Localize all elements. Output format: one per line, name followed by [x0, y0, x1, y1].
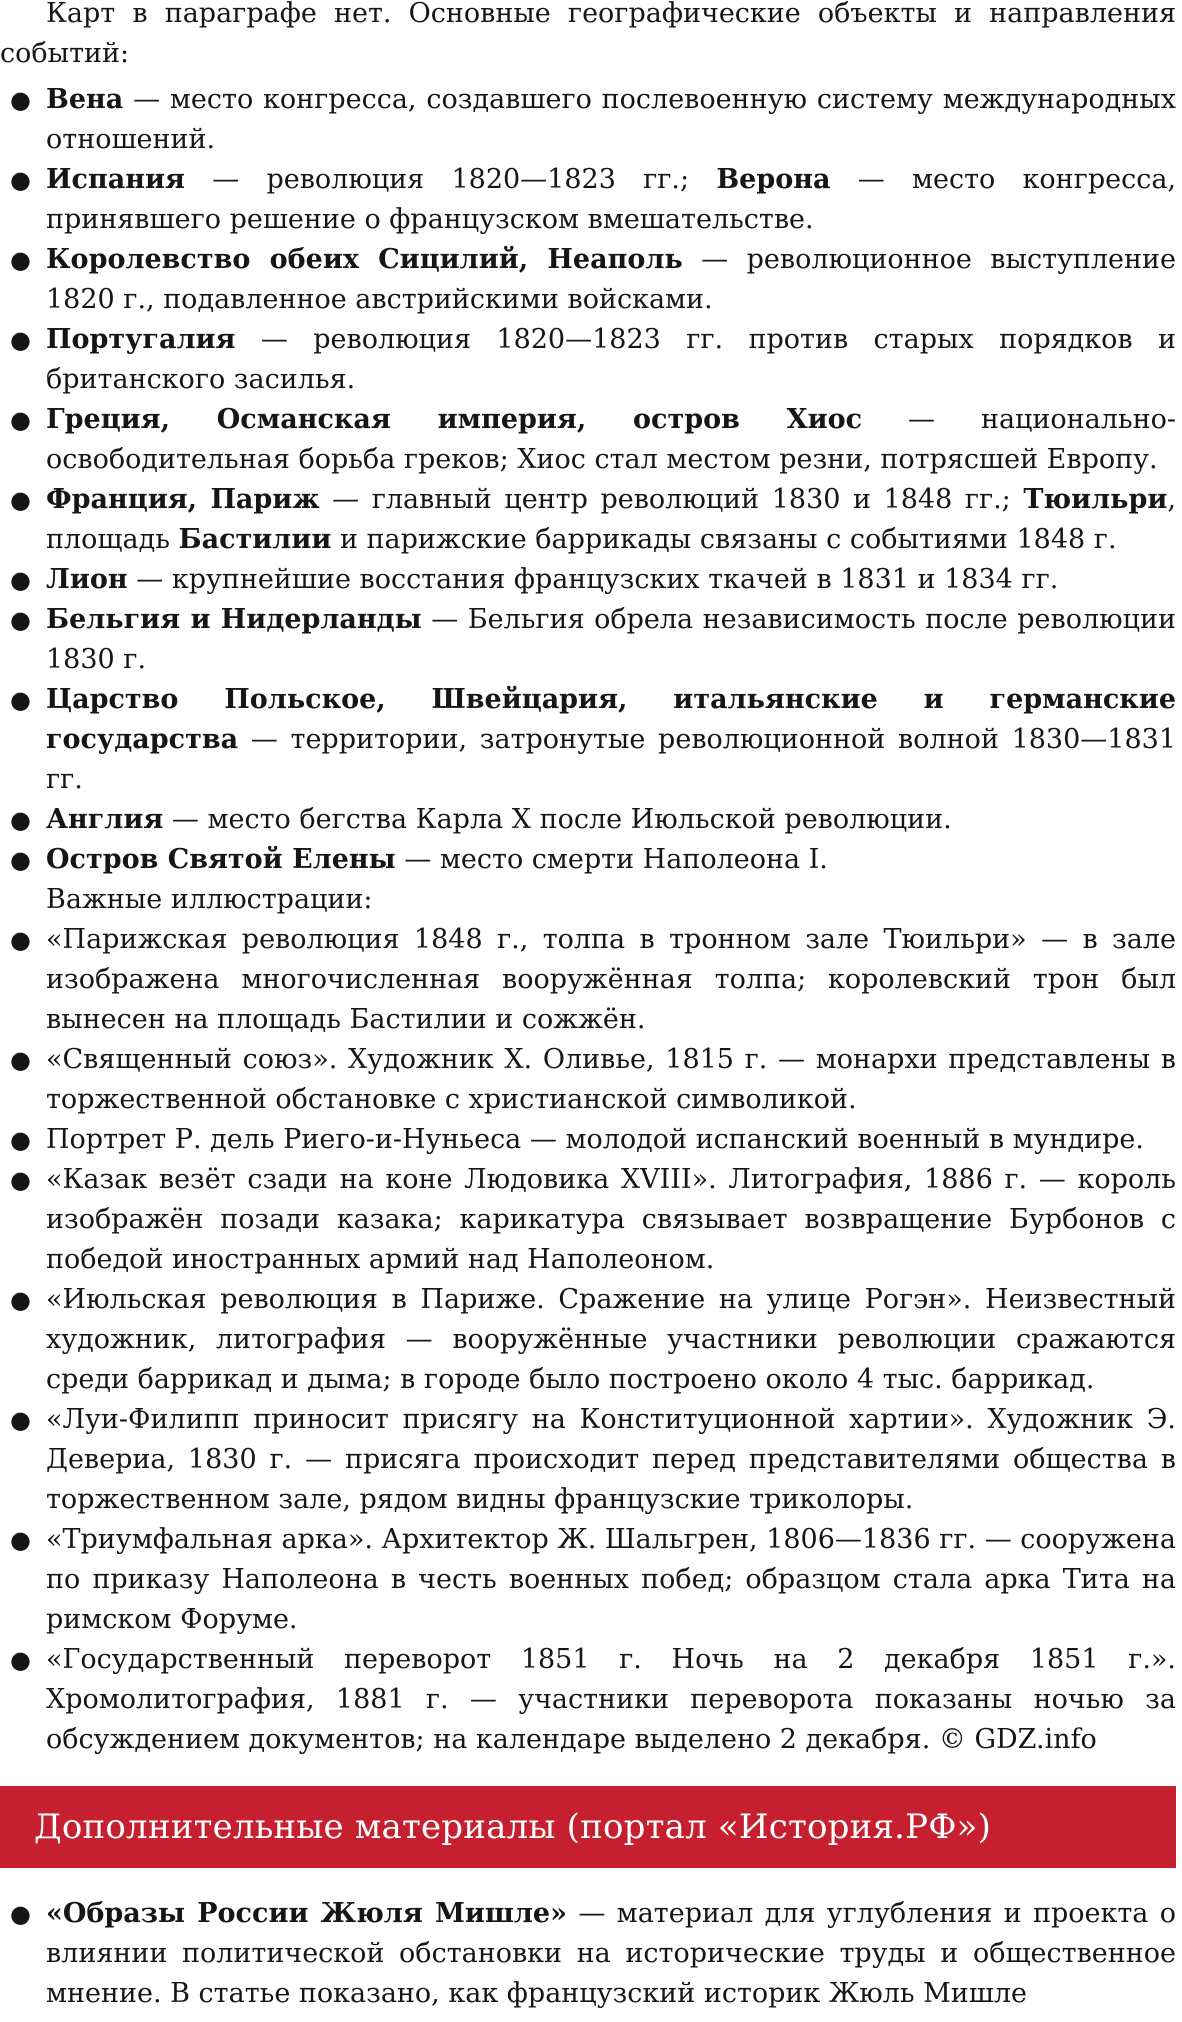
item-text: «Государственный переворот 1851 г. Ночь на 2 декабря 1851 г.». Хромолитография, 1881 г. — участники переворота показаны ночью за обсуждением документов; на календаре выделено 2 декабря. © GDZ.info [46, 1644, 1176, 1755]
item-term: «Образы России Жюля Мишле» [46, 1898, 567, 1929]
bullet-icon: ● [10, 1900, 31, 1928]
bullet-icon: ● [10, 806, 31, 834]
item-text: — главный центр революций 1830 и 1848 гг.; [319, 484, 1024, 515]
section-banner [0, 1786, 1176, 1868]
bullet-icon: ● [10, 1646, 31, 1674]
item-text: Портрет Р. дель Риего-и-Нуньеса — молодой испанский военный в мундире. [46, 1124, 1144, 1155]
list-item [0, 1520, 1176, 1640]
bullet-icon: ● [10, 846, 31, 874]
geo-list [0, 80, 1176, 880]
item-text: — Бельгия обрела независимость после революции 1830 г. [46, 604, 1176, 675]
item-text: — территории, затронутые революционной волной 1830—1831 гг. [46, 724, 1176, 795]
list-item [0, 480, 1176, 560]
extra-materials-list [0, 1894, 1176, 2014]
item-text: «Триумфальная арка». Архитектор Ж. Шальгрен, 1806—1836 гг. — сооружена по приказу Наполеона в честь военных побед; образцом стала арка Тита на римском Форуме. [46, 1524, 1176, 1635]
illustrations-list [0, 920, 1176, 1760]
item-text: — место смерти Наполеона I. [395, 844, 828, 875]
item-term: Верона [716, 164, 831, 195]
item-term: Англия [46, 804, 164, 835]
illustrations-label: Важные иллюстрации: [46, 884, 373, 915]
list-item [0, 920, 1176, 1040]
bullet-icon: ● [10, 1046, 31, 1074]
item-term: Бастилии [178, 524, 332, 555]
bullet-icon: ● [10, 566, 31, 594]
item-text: — место конгресса, принявшего решение о французском вмешательстве. [46, 164, 1177, 235]
item-text: «Луи-Филипп приносит присягу на Конституционной хартии». Художник Э. Девериа, 1830 г. — присяга происходит перед представителями общества в торжественном зале, рядом видны французские триколоры. [46, 1404, 1176, 1515]
list-item [0, 1160, 1176, 1280]
bullet-icon: ● [10, 1526, 31, 1554]
item-text: «Парижская революция 1848 г., толпа в тронном зале Тюильри» — в зале изображена многочисленная вооружённая толпа; королевский трон был вынесен на площадь Бастилии и сожжён. [46, 924, 1176, 1035]
item-text: и парижские баррикады связаны с событиями 1848 г. [331, 524, 1117, 555]
item-term: Бельгия и Нидерланды [46, 604, 422, 635]
bullet-icon: ● [10, 326, 31, 354]
bullet-icon: ● [10, 246, 31, 274]
bullet-icon: ● [10, 606, 31, 634]
bullet-icon: ● [10, 686, 31, 714]
list-item [0, 1040, 1176, 1120]
item-text: — место конгресса, создавшего послевоенную систему международных отношений. [46, 84, 1176, 155]
item-text: «Казак везёт сзади на коне Людовика XVIII». Литография, 1886 г. — король изображён позади казака; карикатура связывает возвращение Бурбонов с победой иностранных армий над Наполеоном. [46, 1164, 1176, 1275]
item-text: , площадь [46, 484, 1176, 555]
list-item [0, 400, 1176, 480]
item-term: Остров Святой Елены [46, 844, 396, 875]
list-item [0, 1120, 1176, 1160]
list-item [0, 840, 1176, 880]
list-item [0, 560, 1176, 600]
intro-paragraph: Карт в параграфе нет. Основные географические объекты и направления событий: [0, 0, 1176, 69]
item-text: — национально-освободительная борьба греков; Хиос стал местом резни, потрясшей Европу. [46, 404, 1176, 475]
item-term: Королевство обеих Сицилий, Неаполь [46, 244, 683, 275]
item-text: — материал для углубления и проекта о влиянии политической обстановки на исторические труды и общественное мнение. В статье показано, как французский историк Жюль Мишле [46, 1898, 1176, 2009]
bullet-icon: ● [10, 486, 31, 514]
banner-title: Дополнительные материалы (портал «История.РФ») [34, 1807, 992, 1847]
item-term: Испания [46, 164, 185, 195]
list-item [0, 320, 1176, 400]
item-text: — революция 1820—1823 гг. против старых порядков и британского засилья. [46, 324, 1176, 395]
item-text: «Июльская революция в Париже. Сражение на улице Рогэн». Неизвестный художник, литография — вооружённые участники революции сражаются среди баррикад и дыма; в городе было построено около 4 тыс. баррикад. [46, 1284, 1176, 1395]
item-term: Вена [46, 84, 124, 115]
bullet-icon: ● [10, 1166, 31, 1194]
item-text: — революционное выступление 1820 г., подавленное австрийскими войсками. [46, 244, 1176, 315]
list-item [0, 80, 1176, 160]
bullet-icon: ● [10, 1286, 31, 1314]
list-item [0, 1894, 1176, 2014]
list-item [0, 1640, 1176, 1760]
bullet-icon: ● [10, 406, 31, 434]
list-item [0, 600, 1176, 680]
list-item [0, 1280, 1176, 1400]
item-term: Португалия [46, 324, 236, 355]
item-term: Франция, Париж [46, 484, 320, 515]
bullet-icon: ● [10, 926, 31, 954]
bullet-icon: ● [10, 1406, 31, 1434]
item-text: — революция 1820—1823 гг.; [184, 164, 717, 195]
item-term: Лион [46, 564, 128, 595]
bullet-icon: ● [10, 1126, 31, 1154]
bullet-icon: ● [10, 166, 31, 194]
list-item [0, 680, 1176, 800]
item-term: Греция, Османская империя, остров Хиос [46, 404, 863, 435]
item-text: — место бегства Карла X после Июльской революции. [163, 804, 952, 835]
item-term: Царство Польское, Швейцария, итальянские и германские государства [46, 684, 1176, 755]
item-text: «Священный союз». Художник Х. Оливье, 1815 г. — монархи представлены в торжественной обстановке с христианской символикой. [46, 1044, 1176, 1115]
list-item [0, 240, 1176, 320]
bullet-icon: ● [10, 86, 31, 114]
item-text: — крупнейшие восстания французских ткачей в 1831 и 1834 гг. [127, 564, 1059, 595]
list-item [0, 160, 1176, 240]
item-term: Тюильри [1023, 484, 1168, 515]
list-item [0, 1400, 1176, 1520]
list-item [0, 800, 1176, 840]
